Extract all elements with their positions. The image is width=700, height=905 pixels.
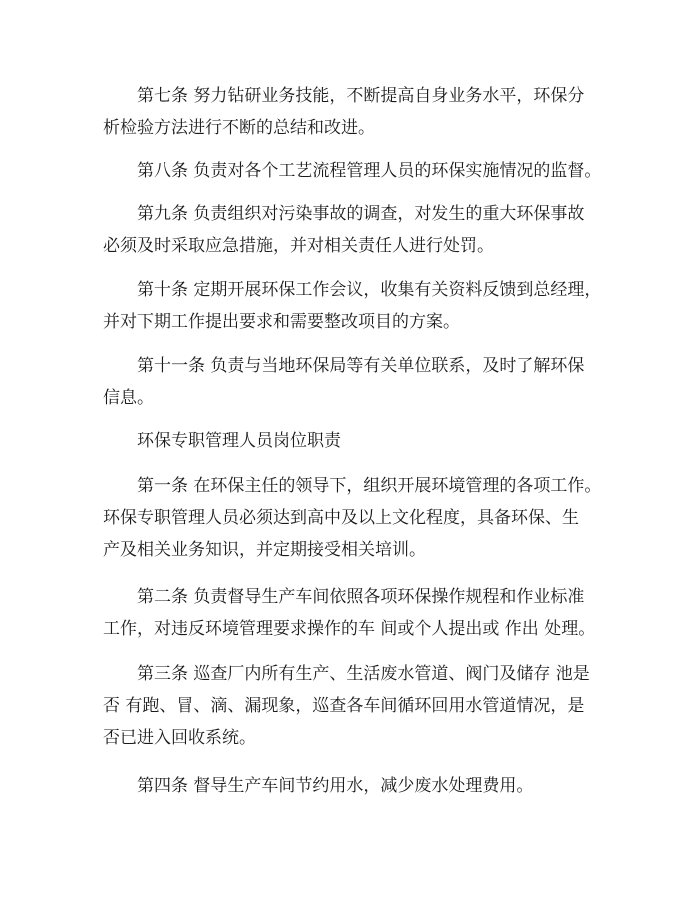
duty-3-paragraph (103, 658, 608, 754)
text-line: 并对下期工作提出要求和需要整改项目的方案。 (103, 312, 460, 332)
text-line: 第九条 负责组织对污染事故的调查，对发生的重大环保事故 (137, 204, 585, 224)
text-line: 第十条 定期开展环保工作会议，收集有关资料反馈到总经理， (137, 280, 602, 300)
text-line: 否已进入回收系统。 (103, 728, 256, 748)
text-line: 析检验方法进行不断的总结和改进。 (103, 118, 375, 138)
duty-4-paragraph (103, 770, 608, 802)
text-line: 产及相关业务知识，并定期接受相关培训。 (103, 540, 426, 560)
text-line: 工作，对违反环境管理要求操作的车 间或个人提出或 作出 处理。 (103, 619, 596, 639)
text-line: 环保专职管理人员必须达到高中及以上文化程度，具备环保、生 (103, 508, 579, 528)
article-7-paragraph (103, 80, 608, 144)
section-heading (103, 425, 608, 457)
text-line: 必须及时采取应急措施，并对相关责任人进行处罚。 (103, 236, 494, 256)
text-line: 第三条 巡查厂内所有生产、生活废水管道、阀门及储存 池是 (137, 664, 590, 684)
article-11-paragraph (103, 350, 608, 414)
text-line: 第十一条 负责与当地环保局等有关单位联系，及时了解环保 (137, 356, 585, 376)
text-line: 第二条 负责督导生产车间依照各项环保操作规程和作业标准 (137, 587, 585, 607)
article-10-paragraph (103, 274, 608, 338)
duty-2-paragraph (103, 581, 608, 645)
section-title: 环保专职管理人员岗位职责 (137, 431, 341, 451)
text-line: 否 有跑、冒、滴、漏现象，巡查各车间循环回用水管道情况，是 (103, 696, 585, 716)
text-line: 第七条 努力钻研业务技能，不断提高自身业务水平，环保分 (137, 86, 585, 106)
article-9-paragraph (103, 198, 608, 262)
article-8-paragraph (103, 155, 608, 187)
text-line: 第八条 负责对各个工艺流程管理人员的环保实施情况的监督。 (137, 161, 602, 181)
text-line: 信息。 (103, 388, 154, 408)
text-line: 第四条 督导生产车间节约用水，减少废水处理费用。 (137, 776, 534, 796)
duty-1-paragraph (103, 470, 608, 566)
text-line: 第一条 在环保主任的领导下，组织开展环境管理的各项工作。 (137, 476, 602, 496)
